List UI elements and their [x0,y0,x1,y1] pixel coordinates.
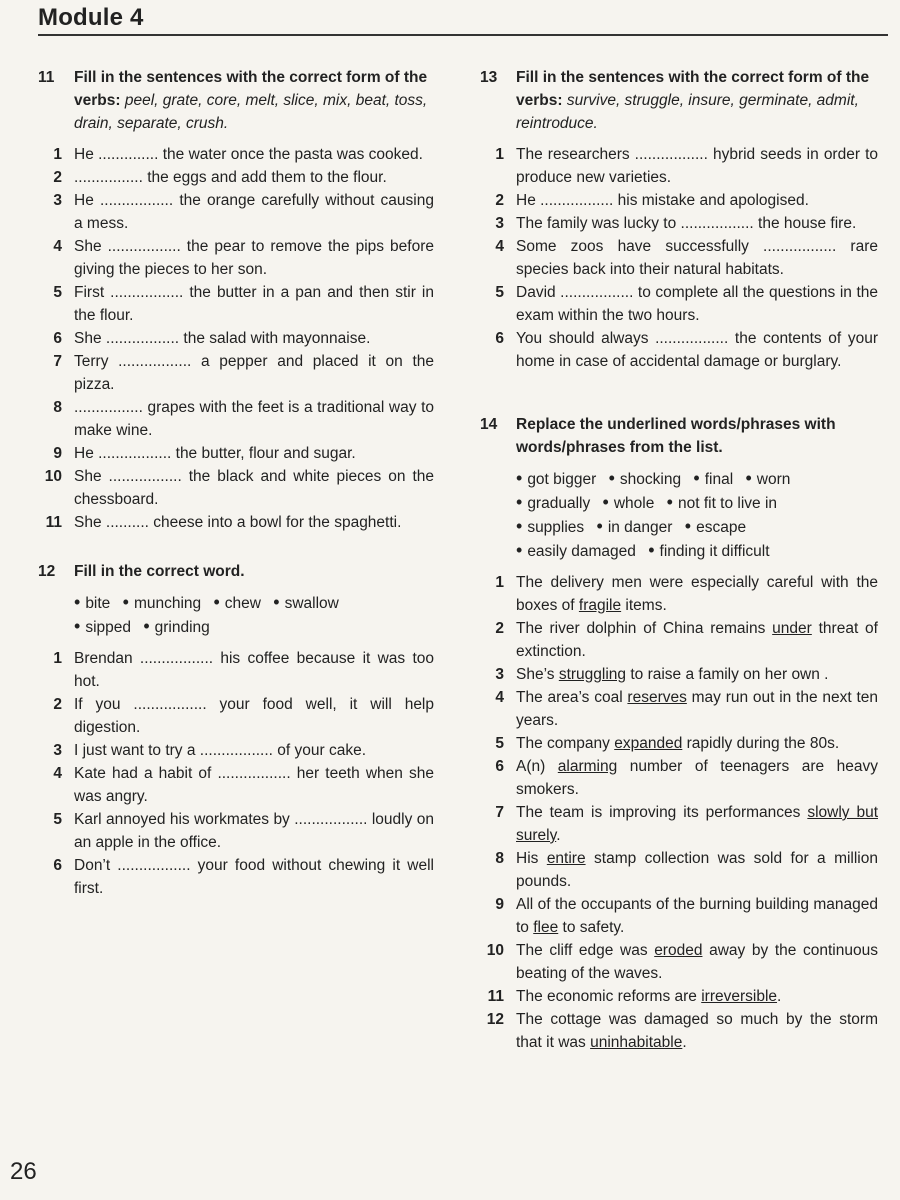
exercise-number: 14 [480,416,498,433]
verb-list: survive, struggle, insure, germinate, admit, reintroduce. [516,92,859,132]
list-item [38,166,434,189]
option-word: • escape [685,519,746,536]
list-item [480,939,878,985]
exercise-instruction: Fill in the sentences with the correct form of the verbs: [74,69,428,109]
list-item [480,893,878,939]
word-options [38,591,434,639]
item-text: Don’t ................. your food without chewing it well first. [74,857,434,897]
item-text: Kate had a habit of ................. her teeth when she was angry. [74,765,434,805]
underlined-phrase: eroded [654,942,703,959]
item-number: 4 [53,238,62,255]
item-text-after: may run out in the next ten years. [516,689,878,729]
exercise-12-items [38,647,434,900]
item-number: 7 [53,353,62,370]
item-text: He ................. his mistake and apologised. [516,192,809,209]
list-item [38,189,434,235]
underlined-phrase: slowly but surely [516,804,878,844]
item-number: 5 [495,284,504,301]
list-item [480,663,878,686]
list-item [38,693,434,739]
item-text: ................ the eggs and add them to the flour. [74,169,387,186]
underlined-phrase: entire [546,850,586,867]
item-text: Terry ................. a pepper and placed it on the pizza. [74,353,434,393]
exercise-12 [38,560,434,900]
item-text-before: The area’s coal [516,689,628,706]
list-item [480,281,878,327]
list-item [480,212,878,235]
list-item [38,465,434,511]
item-text-before: The team is improving its performances [516,804,808,821]
item-number: 10 [486,942,504,959]
list-item [480,755,878,801]
item-text-before: All of the occupants of the burning building managed to [516,896,878,936]
item-text: First ................. the butter in a pan and then stir in the flour. [74,284,434,324]
option-word: • gradually [516,495,590,512]
option-word: • swallow [273,595,339,612]
option-word: • grinding [143,619,209,636]
item-number: 6 [495,758,504,775]
option-word: • finding it difficult [648,543,769,560]
exercise-14 [480,413,878,1054]
item-number: 2 [495,620,504,637]
verb-list: peel, grate, core, melt, slice, mix, beat, toss, drain, separate, crush. [74,92,428,132]
option-word: • got bigger [516,471,596,488]
item-number: 1 [53,146,62,163]
list-item [480,617,878,663]
item-number: 3 [495,215,504,232]
list-item [38,442,434,465]
exercise-14-heading [480,413,878,459]
item-number: 3 [53,742,62,759]
exercise-14-items [480,571,878,1054]
exercise-instruction: Fill in the correct word. [74,563,245,580]
right-column [480,66,878,1080]
option-word: • easily damaged [516,543,636,560]
exercise-number: 11 [38,69,55,86]
item-text: She ................. the pear to remove the pips before giving the pieces to her son. [74,238,434,278]
option-word: • worn [745,471,790,488]
item-text-before: The cottage was damaged so much by the storm that it was [516,1011,878,1051]
item-text-after: . [777,988,782,1005]
item-number: 12 [486,1011,504,1028]
exercise-number: 12 [38,563,56,580]
list-item [480,327,878,373]
item-text: She ................. the salad with mayonnaise. [74,330,371,347]
underlined-phrase: fragile [578,597,622,614]
exercise-instruction: Fill in the sentences with the correct form of the verbs: [516,69,870,109]
option-word: • final [693,471,733,488]
item-text: Some zoos have successfully ................. rare species back into their natural habitats. [516,238,878,278]
item-text-before: His [516,850,547,867]
item-text: He .............. the water once the pasta was cooked. [74,146,423,163]
item-text: I just want to try a ................. of your cake. [74,742,367,759]
list-item [38,281,434,327]
item-number: 11 [45,514,62,531]
underlined-phrase: uninhabitable [590,1034,683,1051]
item-text-after: to safety. [558,919,625,936]
exercise-11-items [38,143,434,534]
exercise-11-heading [38,66,434,135]
item-text: The researchers ................. hybrid seeds in order to produce new varieties. [516,146,878,186]
item-text-after: to raise a family on her own . [626,666,829,683]
item-number: 4 [495,238,504,255]
item-text: He ................. the orange carefully without causing a mess. [74,192,434,232]
exercise-number: 13 [480,69,498,86]
item-text: David ................. to complete all the questions in the exam within the two hours. [516,284,878,324]
page-number: 26 [10,1158,37,1185]
item-text-after: threat of extinction. [516,620,878,660]
item-number: 6 [53,857,62,874]
underlined-phrase: reserves [627,689,687,706]
item-number: 11 [487,988,504,1005]
item-text: Karl annoyed his workmates by ................. loudly on an apple in the office. [74,811,434,851]
list-item [38,143,434,166]
list-item [38,235,434,281]
item-number: 3 [53,192,62,209]
option-word: • whole [603,495,655,512]
item-number: 1 [495,146,504,163]
item-number: 10 [44,468,62,485]
option-word: • shocking [609,471,682,488]
item-text-after: . [556,827,561,844]
list-item [480,189,878,212]
list-item [38,854,434,900]
item-text: She .......... cheese into a bowl for the spaghetti. [74,514,402,531]
item-text: Brendan ................. his coffee because it was too hot. [74,650,434,690]
item-number: 7 [495,804,504,821]
item-text: ................ grapes with the feet is a traditional way to make wine. [74,399,434,439]
item-text-before: The economic reforms are [516,988,702,1005]
list-item [38,808,434,854]
underlined-phrase: under [772,620,812,637]
exercise-13 [480,66,878,373]
list-item [480,847,878,893]
item-text: She ................. the black and white pieces on the chessboard. [74,468,434,508]
option-word: • in danger [597,519,673,536]
list-item [480,686,878,732]
left-column [38,66,434,926]
exercise-12-heading [38,560,434,583]
item-text-after: . [682,1034,687,1051]
underlined-phrase: struggling [558,666,627,683]
list-item [480,571,878,617]
item-number: 8 [53,399,62,416]
item-number: 9 [495,896,504,913]
item-text-after: rapidly during the 80s. [682,735,840,752]
option-word: • not fit to live in [667,495,777,512]
list-item [38,350,434,396]
header-rule [38,34,888,36]
item-number: 8 [495,850,504,867]
item-text-before: The river dolphin of China remains [516,620,773,637]
exercise-instruction: Replace the underlined words/phrases with words/phrases from the list. [516,416,836,456]
item-number: 4 [53,765,62,782]
item-number: 5 [495,735,504,752]
item-number: 1 [495,574,504,591]
list-item [38,327,434,350]
item-text-after: away by the continuous beating of the waves. [516,942,878,982]
list-item [480,1008,878,1054]
list-item [38,647,434,693]
list-item [480,143,878,189]
option-word: • sipped [74,619,131,636]
item-number: 3 [495,666,504,683]
option-word: • chew [213,595,261,612]
item-number: 9 [53,445,62,462]
item-number: 1 [53,650,62,667]
underlined-phrase: flee [533,919,559,936]
exercise-11 [38,66,434,534]
word-options [480,467,878,563]
item-text-before: A(n) [516,758,558,775]
option-word: • munching [123,595,202,612]
item-text-before: The company [516,735,615,752]
item-text: He ................. the butter, flour and sugar. [74,445,356,462]
item-text-before: The cliff edge was [516,942,655,959]
item-text-after: number of teenagers are heavy smokers. [516,758,878,798]
underlined-phrase: alarming [557,758,618,775]
option-word: • supplies [516,519,584,536]
item-text: The family was lucky to ................. the house fire. [516,215,857,232]
item-number: 2 [495,192,504,209]
option-word: • bite [74,595,110,612]
list-item [38,739,434,762]
underlined-phrase: expanded [614,735,683,752]
list-item [480,732,878,755]
item-number: 6 [53,330,62,347]
list-item [38,511,434,534]
item-text-before: The delivery men were especially careful with the boxes of [516,574,878,614]
item-number: 5 [53,811,62,828]
item-number: 6 [495,330,504,347]
list-item [480,235,878,281]
item-number: 2 [53,169,62,186]
list-item [480,801,878,847]
item-number: 5 [53,284,62,301]
underlined-phrase: irreversible [701,988,778,1005]
item-text-after: stamp collection was sold for a million pounds. [516,850,878,890]
item-number: 2 [53,696,62,713]
item-text-before: She’s [516,666,559,683]
item-text: You should always ................. the contents of your home in case of accidental damage or burglary. [516,330,878,370]
item-text-after: items. [621,597,667,614]
exercise-13-items [480,143,878,373]
exercise-13-heading [480,66,878,135]
list-item [480,985,878,1008]
module-title: Module 4 [38,4,144,31]
item-number: 4 [495,689,504,706]
list-item [38,396,434,442]
item-text: If you ................. your food well, it will help digestion. [74,696,434,736]
list-item [38,762,434,808]
